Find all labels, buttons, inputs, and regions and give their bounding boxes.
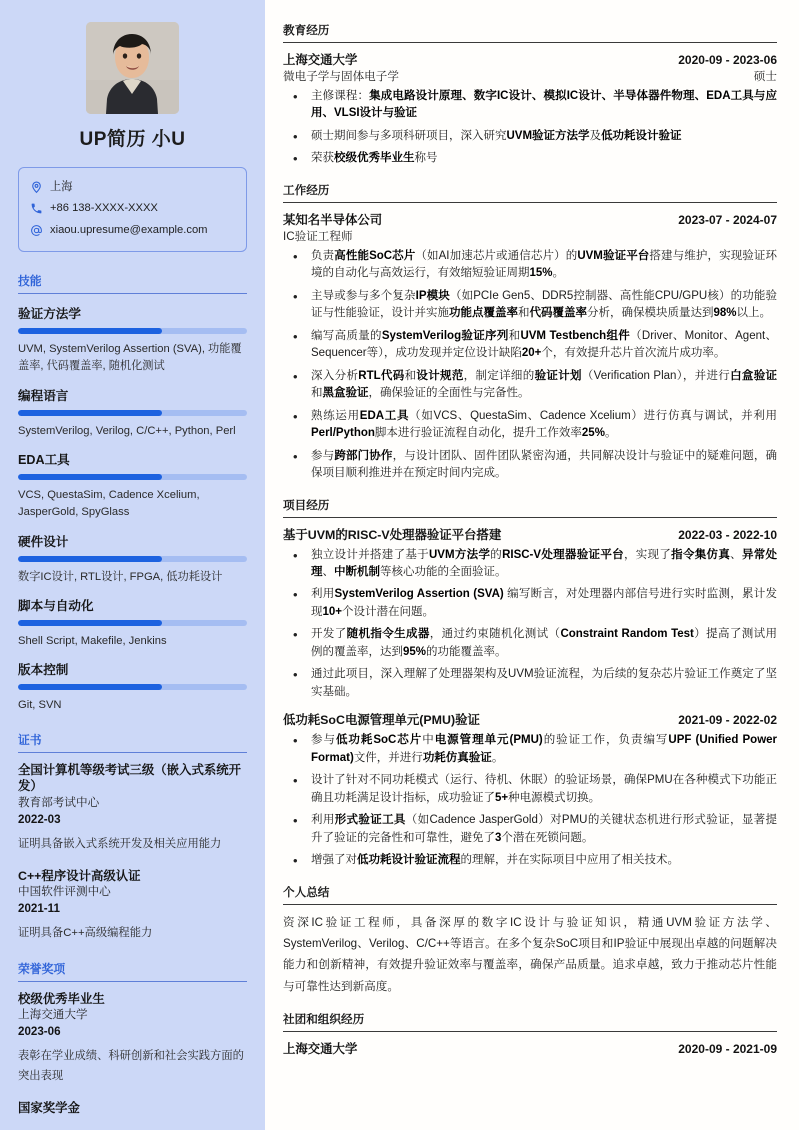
- entry-degree: 硕士: [753, 70, 777, 83]
- skill-item: [18, 659, 247, 714]
- skill-name: 硬件设计: [18, 534, 69, 549]
- section-heading: 工作经历: [283, 182, 777, 203]
- skill-bar-fill: [18, 620, 162, 626]
- section-heading: 社团和组织经历: [283, 1011, 777, 1032]
- entry-bullets: [283, 732, 777, 869]
- project-entry: [283, 710, 777, 869]
- certificate-date: 2022-03: [18, 812, 61, 826]
- skill-bar-fill: [18, 556, 162, 562]
- bullet-item: • 负责高性能SoC芯片（如AI加速芯片或通信芯片）的UVM验证平台搭建与维护，实现验证环境的自动化与高效运行，有效缩短验证周期15%。: [283, 248, 777, 283]
- avatar: [18, 22, 247, 114]
- section-summary: [283, 884, 777, 998]
- skill-description: Shell Script, Makefile, Jenkins: [18, 635, 167, 647]
- skill-bar: [18, 556, 247, 562]
- contact-location: [30, 177, 235, 198]
- skill-description: VCS, QuestaSim, Cadence Xcelium, JasperGold, SpyGlass: [18, 488, 200, 519]
- skill-description: 数字IC设计, RTL设计, FPGA, 低功耗设计: [18, 570, 223, 583]
- sidebar-heading-awards: 荣誉奖项: [18, 960, 247, 982]
- bullet-item: • 深入分析RTL代码和设计规范，制定详细的验证计划（Verification Plan），并进行白盒验证和黑盒验证，确保验证的全面性与完备性。: [283, 368, 777, 403]
- bullet-item: • 独立设计并搭建了基于UVM方法学的RISC-V处理器验证平台，实现了指令集仿真、异常处理、中断机制等核心功能的全面验证。: [283, 547, 777, 582]
- entry-role: IC验证工程师: [283, 229, 353, 243]
- section-heading: 个人总结: [283, 884, 777, 905]
- section-work: [283, 182, 777, 483]
- entry-title: 基于UVM的RISC-V处理器验证平台搭建: [283, 527, 502, 542]
- education-entry: [283, 50, 777, 168]
- award-org: 上海交通大学: [18, 1008, 88, 1022]
- certificates-list: [18, 762, 247, 944]
- award-item: [18, 1100, 247, 1117]
- section-education: [283, 22, 777, 168]
- bullet-item: • 利用SystemVerilog Assertion (SVA) 编写断言，对处理器内部信号进行实时监测，累计发现10+个设计潜在问题。: [283, 586, 777, 621]
- entry-bullets: [283, 88, 777, 168]
- entry-top-row: [283, 1039, 777, 1057]
- contact-phone-text: +86 138-XXXX-XXXX: [50, 202, 158, 215]
- skill-bar-fill: [18, 410, 162, 416]
- skill-description: UVM, SystemVerilog Assertion (SVA), 功能覆盖率, 代码覆盖率, 随机化测试: [18, 342, 242, 373]
- bullet-item: • 主修课程：集成电路设计原理、数字IC设计、模拟IC设计、半导体器件物理、EDA工具与应用、VLSI设计与验证: [283, 88, 777, 123]
- skill-bar-fill: [18, 684, 162, 690]
- bullet-item: • 利用形式验证工具（如Cadence JasperGold）对PMU的关键状态机进行形式验证，显著提升了验证的完备性和可靠性，避免了3个潜在死锁问题。: [283, 812, 777, 847]
- skill-name: 版本控制: [18, 663, 69, 678]
- section-heading: 教育经历: [283, 22, 777, 43]
- entry-org: 上海交通大学: [283, 53, 358, 67]
- bullet-item: • 熟练运用EDA工具（如VCS、QuestaSim、Cadence Xcelium）进行仿真与调试，并利用Perl/Python脚本进行验证流程自动化，提升工作效率25%。: [283, 408, 777, 443]
- entry-top-row: [283, 710, 777, 728]
- certificate-item: [18, 868, 247, 944]
- entry-bullets: [283, 547, 777, 702]
- bullet-item: • 荣获校级优秀毕业生称号: [283, 150, 777, 167]
- skill-item: [18, 595, 247, 650]
- entry-role: 微电子学与固体电子学: [283, 70, 399, 83]
- skill-bar: [18, 684, 247, 690]
- award-description: 表彰在学业成绩、科研创新和社会实践方面的突出表现: [18, 1049, 244, 1082]
- location-pin-icon: [30, 181, 43, 194]
- bullet-item: • 参与跨部门协作，与设计团队、固件团队紧密沟通，共同解决设计与验证中的疑难问题，确保项目顺利推进并在预定时间内完成。: [283, 448, 777, 483]
- entry-date: 2021-09 - 2022-02: [678, 713, 777, 728]
- section-heading: 项目经历: [283, 497, 777, 518]
- summary-text: 资深IC验证工程师，具备深厚的数字IC设计与验证知识，精通UVM验证方法学、SystemVerilog、Verilog、C/C++等语言。在多个复杂SoC项目和IP验证中展现出卓越的问题解决能力和创新精神，有效提升验证效率与覆盖率，确保产品质量。追求卓越，致力于推动芯片性能与可靠性达到新高度。: [283, 915, 777, 993]
- at-email-icon: [30, 224, 43, 237]
- work-entry: [283, 210, 777, 483]
- portrait-photo: [86, 22, 179, 114]
- sidebar-heading-skills: 技能: [18, 272, 247, 294]
- entry-org: 上海交通大学: [283, 1042, 358, 1057]
- skill-name: 验证方法学: [18, 306, 81, 321]
- certificate-date: 2021-11: [18, 902, 60, 916]
- contact-location-text: 上海: [50, 181, 73, 193]
- entry-bullets: [283, 248, 777, 483]
- entry-date: 2022-03 - 2022-10: [678, 527, 777, 542]
- certificate-title: C++程序设计高级认证: [18, 868, 141, 883]
- award-title: 校级优秀毕业生: [18, 991, 105, 1006]
- sidebar: [0, 0, 265, 1130]
- award-item: [18, 991, 247, 1087]
- contact-email: [30, 220, 235, 241]
- skill-bar: [18, 328, 247, 334]
- skill-item: [18, 385, 247, 440]
- bullet-item: • 硕士期间参与多项科研项目，深入研究UVM验证方法学及低功耗设计验证: [283, 128, 777, 145]
- page-title: UP简历 小U: [79, 129, 186, 150]
- entry-date: 2023-07 - 2024-07: [678, 212, 777, 227]
- bullet-item: • 编写高质量的SystemVerilog验证序列和UVM Testbench组件（Driver、Monitor、Agent、Sequencer等），成功发现并定位设计缺陷20+个，有效提升芯片首次流片成功率。: [283, 328, 777, 363]
- organization-entry: [283, 1039, 777, 1057]
- contact-box: [18, 167, 247, 252]
- entry-date: 2020-09 - 2023-06: [678, 53, 777, 67]
- section-projects: [283, 497, 777, 870]
- award-date: 2023-06: [18, 1025, 61, 1039]
- certificate-org: 教育部考试中心: [18, 796, 100, 810]
- skill-bar-fill: [18, 474, 162, 480]
- skill-name: 编程语言: [18, 388, 69, 403]
- bullet-item: • 增强了对低功耗设计验证流程的理解，并在实际项目中应用了相关技术。: [283, 852, 777, 869]
- entry-top-row: [283, 50, 777, 68]
- project-entry: [283, 525, 777, 702]
- contact-email-text: xiaou.upresume@example.com: [50, 223, 208, 236]
- bullet-item: • 通过此项目，深入理解了处理器架构及UVM验证流程，为后续的复杂芯片验证工作奠定了坚实基础。: [283, 666, 777, 701]
- award-title: 国家奖学金: [18, 1100, 80, 1115]
- skill-bar: [18, 620, 247, 626]
- bullet-item: • 设计了针对不同功耗模式（运行、待机、休眠）的验证场景，确保PMU在各种模式下功能正确且功耗满足设计指标，成功验证了5+种电源模式切换。: [283, 772, 777, 807]
- main-content: [265, 0, 799, 1130]
- entry-top-row: [283, 210, 777, 228]
- skill-description: Git, SVN: [18, 699, 62, 712]
- skill-bar: [18, 474, 247, 480]
- skill-bar: [18, 410, 247, 416]
- certificate-item: [18, 762, 247, 855]
- skill-description: SystemVerilog, Verilog, C/C++, Python, Perl: [18, 424, 236, 437]
- phone-icon: [30, 202, 43, 215]
- entry-top-row: [283, 525, 777, 543]
- skills-list: [18, 303, 247, 715]
- certificate-title: 全国计算机等级考试三级（嵌入式系统开发）: [18, 762, 242, 794]
- skill-name: EDA工具: [18, 452, 70, 467]
- skill-item: [18, 303, 247, 376]
- entry-title: 低功耗SoC电源管理单元(PMU)验证: [283, 713, 480, 728]
- contact-phone: [30, 198, 235, 219]
- certificate-org: 中国软件评测中心: [18, 885, 111, 899]
- entry-date: 2020-09 - 2021-09: [678, 1042, 777, 1057]
- bullet-item: • 主导或参与多个复杂IP模块（如PCIe Gen5、DDR5控制器、高性能CPU/GPU核）的功能验证与性能验证，设计并实施功能点覆盖率和代码覆盖率分析，确保模块质量达到98%以上。: [283, 288, 777, 323]
- skill-item: [18, 449, 247, 522]
- skill-name: 脚本与自动化: [18, 599, 94, 613]
- bullet-item: • 开发了随机指令生成器，通过约束随机化测试（Constraint Random Test）提高了测试用例的覆盖率，达到95%的功能覆盖率。: [283, 626, 777, 661]
- sidebar-heading-certificates: 证书: [18, 731, 247, 753]
- skill-item: [18, 531, 247, 586]
- skill-bar-fill: [18, 328, 162, 334]
- certificate-description: 证明具备C++高级编程能力: [18, 926, 153, 939]
- certificate-description: 证明具备嵌入式系统开发及相关应用能力: [18, 837, 222, 850]
- entry-org: 某知名半导体公司: [283, 212, 383, 227]
- entry-sub-row: [283, 68, 777, 84]
- entry-sub-row: [283, 228, 777, 244]
- section-organizations: [283, 1011, 777, 1057]
- bullet-item: • 参与低功耗SoC芯片中电源管理单元(PMU)的验证工作，负责编写UPF (Unified Power Format)文件，并进行功耗仿真验证。: [283, 732, 777, 767]
- awards-list: [18, 991, 247, 1117]
